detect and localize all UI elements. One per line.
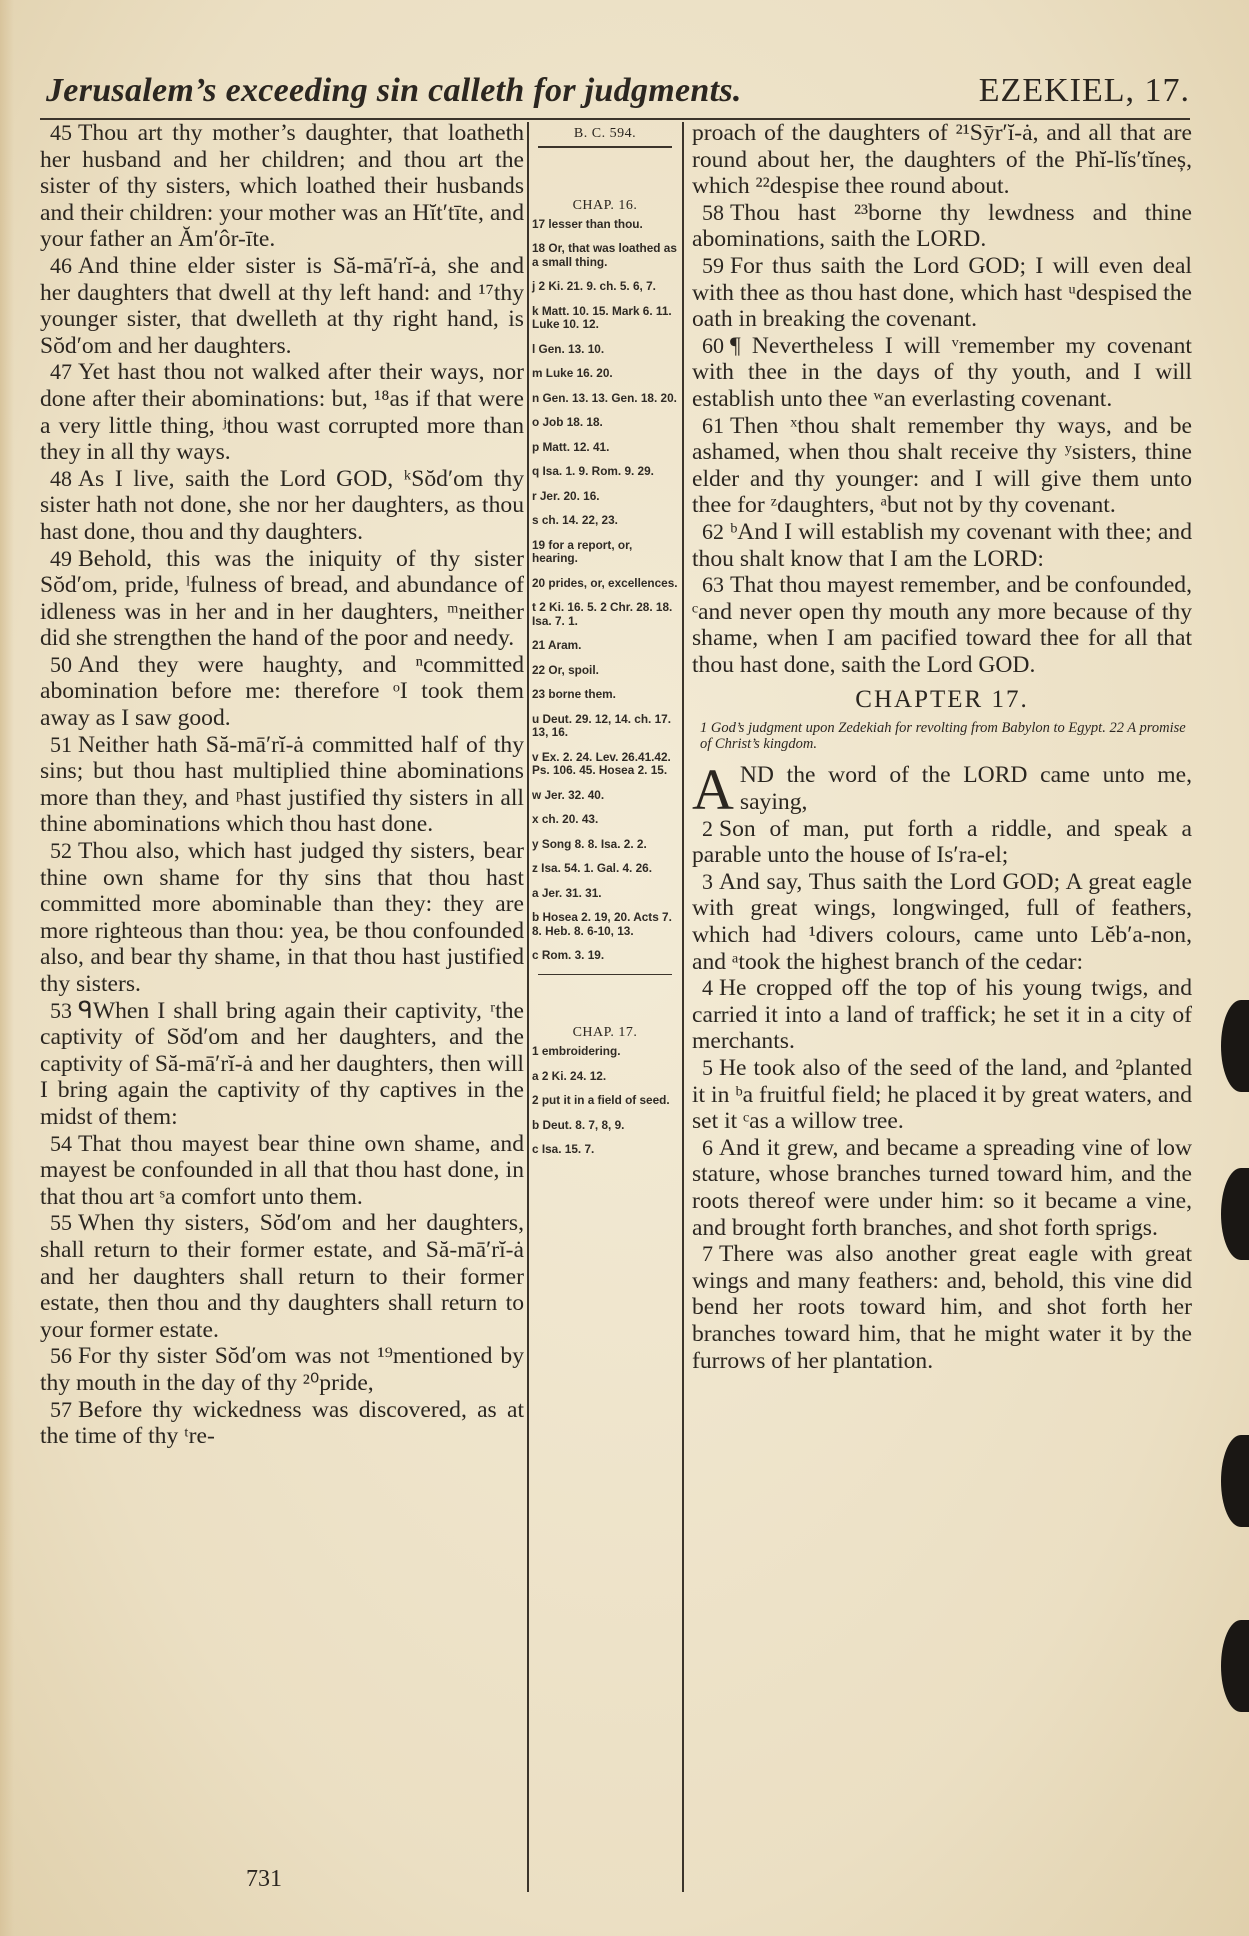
verse-51: 51 Neither hath Să-mā′rĭ-ȧ committed half of thy sins; but thou hast multiplied thine abominations more than they, and ᵖhast justified thy sisters in all thine abominations which thou hast done. [40,731,524,838]
margin-note: 22 Or, spoil. [532,662,599,677]
margin-note: m Luke 16. 20. [532,366,613,380]
margin-note: 2 put it in a field of seed. [532,1093,670,1107]
ch17-verse-7: 7 There was also another great eagle with great wings and many feathers: and, behold, this vine did bend her roots toward him, and shot forth her branches toward him, that he might water it by the furrows of her plantation. [692,1241,1192,1374]
margin-note: 20 prides, or, excellences. [532,575,678,590]
verse-58: 58 Thou hast ²³borne thy lewdness and thine abominations, saith the LORD. [692,199,1192,253]
verse-57-continued: proach of the daughters of ²¹Sȳr′ĭ-ȧ, and all that are round about her, the daughters of the Phĭ-lĭs′tĭneș, which ²²despise thee round about. [692,120,1192,200]
margin-note: q Isa. 1. 9. Rom. 9. 29. [532,464,654,478]
margin-rule [538,146,672,148]
margin-note: s ch. 14. 22, 23. [532,513,618,527]
thumb-index-tab[interactable] [1221,1168,1249,1260]
verse-45: 45 Thou art thy mother’s daughter, that loatheth her husband and her children; and thou art the sister of thy sisters, which loathed their husbands and their children: your mother was an Hĭt′tīte, and your father an Ăm′ôr-īte. [40,120,524,253]
page-header [40,72,1190,118]
margin-note: t 2 Ki. 16. 5. 2 Chr. 28. 18. Isa. 7. 1. [532,600,673,628]
margin-note: a Jer. 31. 31. [532,885,602,900]
margin-date: B. C. 594. [573,126,637,141]
column-divider-right [682,122,684,1892]
margin-chapter-16-head: CHAP. 16. [572,197,638,213]
margin-note: 23 borne them. [532,687,616,701]
verse-57: 57 Before thy wickedness was discovered, as at the time of thy ᵗre- [40,1396,524,1450]
margin-note: y Song 8. 8. Isa. 2. 2. [532,836,647,851]
verse-49: 49 Behold, this was the iniquity of thy sister Sŏd′om, pride, ˡfulness of bread, and abundance of idleness was in her and in her daughters, ᵐneither did she strengthen the hand of the poor and needy. [40,545,524,652]
chapter-17-verse-1: AND the word of the LORD came unto me, saying, [692,757,1192,823]
thumb-index-tab[interactable] [1221,1435,1249,1527]
ch17-verse-4: 4 He cropped off the top of his young twigs, and carried it into a land of traffick; he set it in a city of merchants. [692,975,1192,1055]
page-number: 731 [246,1866,282,1892]
verse-53: 53 ᑫWhen I shall bring again their captivity, ʳthe captivity of Sŏd′om and her daughters, and the captivity of Să-mā′rĭ-ȧ and her daughters, then will I bring again the captivity of thy captives in the midst of them: [40,997,524,1130]
thumb-index-tab[interactable] [1221,1620,1249,1712]
margin-note: l Gen. 13. 10. [532,341,605,356]
margin-note: c Rom. 3. 19. [532,948,605,962]
left-text-column [40,120,524,1450]
chapter-17-summary: 1 God’s judgment upon Zedekiah for revolting from Babylon to Egypt. 22 A promise of Christ’s kingdom. [700,720,1186,753]
margin-note: z Isa. 54. 1. Gal. 4. 26. [532,861,653,875]
verse-61: 61 Then ˣthou shalt remember thy ways, and be ashamed, when thou shalt receive thy ʸsisters, thine elder and thy younger: and I will give them unto thee for ᶻdaughters, ᵃbut not by thy covenant. [692,412,1192,519]
margin-note: 18 Or, that was loathed as a small thing. [532,241,677,269]
ch17-verse-3: 3 And say, Thus saith the Lord GOD; A great eagle with great wings, longwinged, full of feathers, which had ¹divers colours, came unto Lĕb′a-non, and ᵃtook the highest branch of the cedar: [692,868,1192,975]
chapter-17-title: CHAPTER 17. [855,686,1029,714]
margin-notes-ch16 [532,218,678,963]
margin-note: b Deut. 8. 7, 8, 9. [532,1117,625,1132]
margin-note: c Isa. 15. 7. [532,1142,595,1156]
page-gutter-shadow [0,0,14,1936]
verse-46: 46 And thine elder sister is Să-mā′rĭ-ȧ, she and her daughters that dwell at thy left hand: and ¹⁷thy younger sister, that dwelleth at thy right hand, is Sŏd′om and her daughters. [40,252,524,359]
verse-63: 63 That thou mayest remember, and be confounded, ᶜand never open thy mouth any more because of thy shame, when I am pacified toward thee for all that thou hast done, saith the Lord GOD. [692,572,1192,678]
verse-54: 54 That thou mayest bear thine own shame, and mayest be confounded in all that thou hast done, in that thou art ˢa comfort unto them. [40,1130,524,1210]
margin-note: v Ex. 2. 24. Lev. 26.41.42. Ps. 106. 45. Hosea 2. 15. [532,749,671,777]
margin-note: u Deut. 29. 12, 14. ch. 17. 13, 16. [532,711,672,739]
margin-note: p Matt. 12. 41. [532,439,610,454]
verse-62: 62 ᵇAnd I will establish my covenant with thee; and thou shalt know that I am the LORD: [692,518,1192,572]
margin-note: n Gen. 13. 13. Gen. 18. 20. [532,390,677,405]
verse-52: 52 Thou also, which hast judged thy sisters, bear thine own shame for thy sins that thou hast committed more abominable than they: they are more righteous than thou: yea, be thou confounded also, and bear thy shame, in that thou hast justified thy sisters. [40,838,524,997]
margin-note: 17 lesser than thou. [532,216,643,231]
book-reference: EZEKIEL, 17. [978,72,1190,109]
margin-chapter-17-head: CHAP. 17. [572,1025,638,1040]
margin-note: x ch. 20. 43. [532,812,599,826]
ch17-verse-5: 5 He took also of the seed of the land, and ²planted it in ᵇa fruitful field; he placed it by great waters, and set it ᶜas a willow tree. [692,1055,1192,1135]
verse-47: 47 Yet hast thou not walked after their ways, nor done after their abominations: but, ¹⁸as if that were a very little thing, ʲthou wast corrupted more than they in all thy ways. [40,359,524,466]
margin-note: 19 for a report, or, hearing. [532,537,633,565]
verse-56: 56 For thy sister Sŏd′om was not ¹⁹mentioned by thy mouth in the day of thy ²⁰pride, [40,1343,524,1396]
margin-note: a 2 Ki. 24. 12. [532,1068,607,1083]
running-title: Jerusalem’s exceeding sin calleth for judgments. [46,72,742,109]
right-text-column [692,120,1192,1374]
ch17-verse-2: 2 Son of man, put forth a riddle, and speak a parable unto the house of Is′ra-el; [692,815,1192,869]
drop-cap: A [692,757,734,823]
margin-note: k Matt. 10. 15. Mark 6. 11. Luke 10. 12. [532,303,672,331]
verse-60: 60 ¶ Nevertheless I will ᵛremember my covenant with thee in the days of thy youth, and I will establish unto thee ʷan everlasting covenant. [692,332,1192,412]
marginal-references [532,120,678,1168]
verse-55: 55 When thy sisters, Sŏd′om and her daughters, shall return to their former estate, and Să-mā′rĭ-ȧ and her daughters shall return to their former estate, then thou and thy daughters shall return to your former estate. [40,1210,524,1343]
margin-note: w Jer. 32. 40. [532,787,605,802]
margin-note: r Jer. 20. 16. [532,488,600,503]
margin-note: o Job 18. 18. [532,415,603,429]
margin-note: j 2 Ki. 21. 9. ch. 5. 6, 7. [532,279,656,293]
thumb-index-tab[interactable] [1221,1000,1249,1092]
ch17-verse-6: 6 And it grew, and became a spreading vine of low stature, whose branches turned toward him, and the roots thereof were under him: so it became a vine, and brought forth branches, and shot forth sprigs. [692,1134,1192,1241]
verse-59: 59 For thus saith the Lord GOD; I will even deal with thee as thou hast done, which hast ᵘdespised the oath in breaking the covenant. [692,252,1192,333]
margin-note: 1 embroidering. [532,1044,621,1058]
margin-note: b Hosea 2. 19, 20. Acts 7. 8. Heb. 8. 6-10, 13. [532,910,672,938]
margin-notes-ch17 [532,1045,678,1157]
margin-rule [538,974,672,976]
margin-note: 21 Aram. [532,638,582,652]
verse-50: 50 And they were haughty, and ⁿcommitted abomination before me: therefore ᵒI took them away as I saw good. [40,651,524,732]
verse-48: 48 As I live, saith the Lord GOD, ᵏSŏd′om thy sister hath not done, she nor her daughters, as thou hast done, thou and thy daughters. [40,465,524,545]
column-divider-left [527,122,529,1892]
